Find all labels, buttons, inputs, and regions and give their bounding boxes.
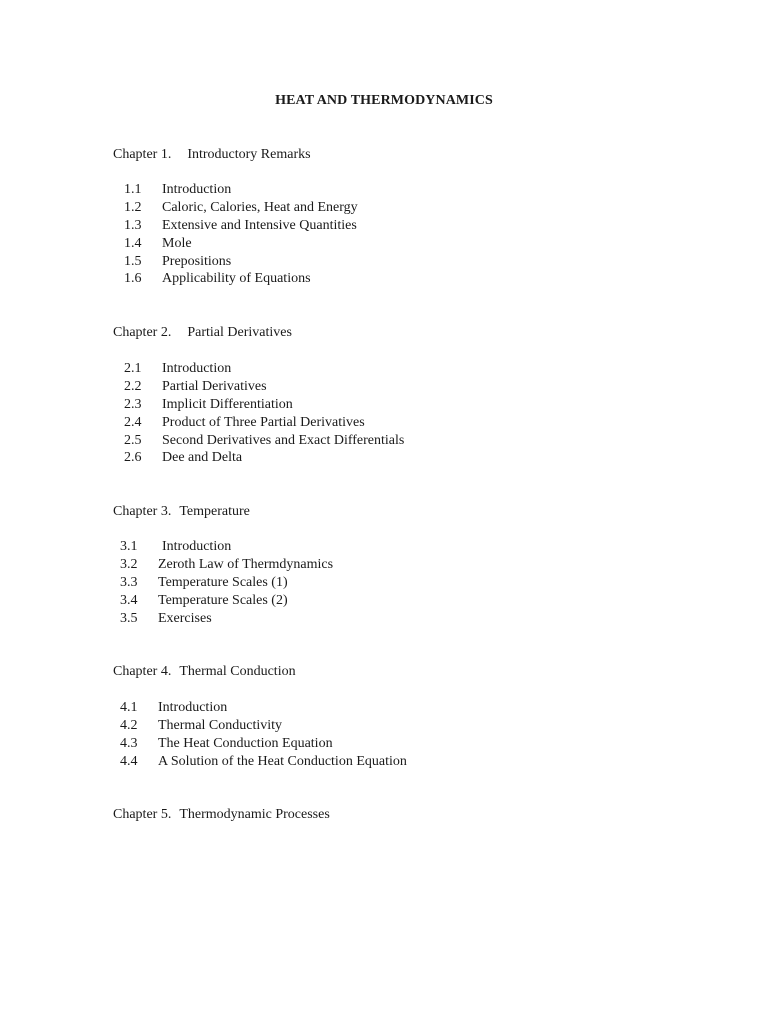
chapter-name: Partial Derivatives bbox=[187, 325, 292, 340]
chapter-name: Introductory Remarks bbox=[187, 147, 311, 162]
chapter-heading bbox=[113, 324, 292, 342]
section-list bbox=[0, 538, 768, 627]
chapter-label: Chapter 1. bbox=[113, 147, 172, 162]
section-title: Partial Derivatives bbox=[162, 378, 267, 394]
section-title: Second Derivatives and Exact Differentials bbox=[162, 432, 405, 448]
section-number: 2.5 bbox=[124, 432, 142, 448]
section-list bbox=[0, 699, 768, 771]
list-item bbox=[0, 378, 768, 396]
section-title: Introduction bbox=[162, 182, 232, 197]
section-number: 3.2 bbox=[120, 556, 138, 572]
list-item bbox=[0, 449, 768, 467]
list-item bbox=[0, 556, 768, 574]
list-item bbox=[0, 414, 768, 432]
list-item bbox=[0, 235, 768, 253]
chapter-name: Thermal Conduction bbox=[179, 664, 296, 679]
section-number: 2.2 bbox=[124, 378, 142, 394]
section-number: 4.1 bbox=[120, 700, 138, 715]
section-number: 4.3 bbox=[120, 735, 138, 751]
list-item bbox=[0, 181, 768, 199]
section-list bbox=[0, 181, 768, 288]
section-number: 3.4 bbox=[120, 592, 138, 608]
list-item bbox=[0, 538, 768, 556]
list-item bbox=[0, 592, 768, 610]
list-item bbox=[0, 432, 768, 450]
section-number: 4.2 bbox=[120, 717, 138, 733]
section-title: Dee and Delta bbox=[162, 450, 243, 466]
list-item bbox=[0, 753, 768, 771]
section-number: 1.1 bbox=[124, 182, 142, 197]
section-number: 2.3 bbox=[124, 396, 142, 412]
section-number: 4.4 bbox=[120, 753, 138, 769]
section-number: 1.3 bbox=[124, 217, 142, 233]
section-title: Extensive and Intensive Quantities bbox=[162, 217, 357, 233]
list-item bbox=[0, 699, 768, 717]
list-item bbox=[0, 574, 768, 592]
section-number: 2.6 bbox=[124, 450, 142, 466]
section-title: Introduction bbox=[158, 700, 228, 715]
chapter-name: Thermodynamic Processes bbox=[179, 807, 330, 822]
list-item bbox=[0, 610, 768, 628]
list-item bbox=[0, 270, 768, 288]
list-item bbox=[0, 717, 768, 735]
chapter-label: Chapter 5. bbox=[113, 807, 172, 822]
section-number: 1.6 bbox=[124, 271, 142, 287]
chapter-label: Chapter 2. bbox=[113, 325, 172, 340]
chapter-heading bbox=[113, 146, 311, 164]
section-title: Applicability of Equations bbox=[162, 271, 311, 287]
section-title: Zeroth Law of Thermdynamics bbox=[158, 556, 334, 572]
section-title: Introduction bbox=[162, 361, 232, 376]
page-title: HEAT AND THERMODYNAMICS bbox=[275, 93, 493, 108]
section-title: The Heat Conduction Equation bbox=[158, 735, 333, 751]
list-item bbox=[0, 735, 768, 753]
chapter-label: Chapter 4. bbox=[113, 664, 172, 679]
section-title: Temperature Scales (1) bbox=[158, 574, 288, 590]
list-item bbox=[0, 360, 768, 378]
section-title: A Solution of the Heat Conduction Equation bbox=[158, 753, 407, 769]
section-number: 1.2 bbox=[124, 199, 142, 215]
section-title: Caloric, Calories, Heat and Energy bbox=[162, 199, 358, 215]
section-number: 1.4 bbox=[124, 235, 142, 251]
chapter-label: Chapter 3. bbox=[113, 504, 172, 519]
list-item bbox=[0, 217, 768, 235]
section-title: Exercises bbox=[158, 610, 212, 626]
section-number: 2.1 bbox=[124, 361, 142, 376]
section-list bbox=[0, 360, 768, 467]
section-title: Temperature Scales (2) bbox=[158, 592, 288, 608]
list-item bbox=[0, 396, 768, 414]
list-item bbox=[0, 253, 768, 271]
section-title: Prepositions bbox=[162, 253, 232, 269]
section-title: Implicit Differentiation bbox=[162, 396, 293, 412]
section-title: Introduction bbox=[162, 539, 232, 554]
section-title: Thermal Conductivity bbox=[158, 717, 283, 733]
chapter-heading bbox=[113, 503, 250, 521]
list-item bbox=[0, 199, 768, 217]
chapter-heading bbox=[113, 806, 330, 824]
section-title: Product of Three Partial Derivatives bbox=[162, 414, 365, 430]
section-number: 1.5 bbox=[124, 253, 142, 269]
section-number: 3.3 bbox=[120, 574, 138, 590]
chapter-heading bbox=[113, 663, 296, 681]
section-title: Mole bbox=[162, 235, 192, 251]
section-number: 2.4 bbox=[124, 414, 142, 430]
section-number: 3.5 bbox=[120, 610, 138, 626]
section-number: 3.1 bbox=[120, 539, 138, 554]
chapter-name: Temperature bbox=[179, 504, 250, 519]
